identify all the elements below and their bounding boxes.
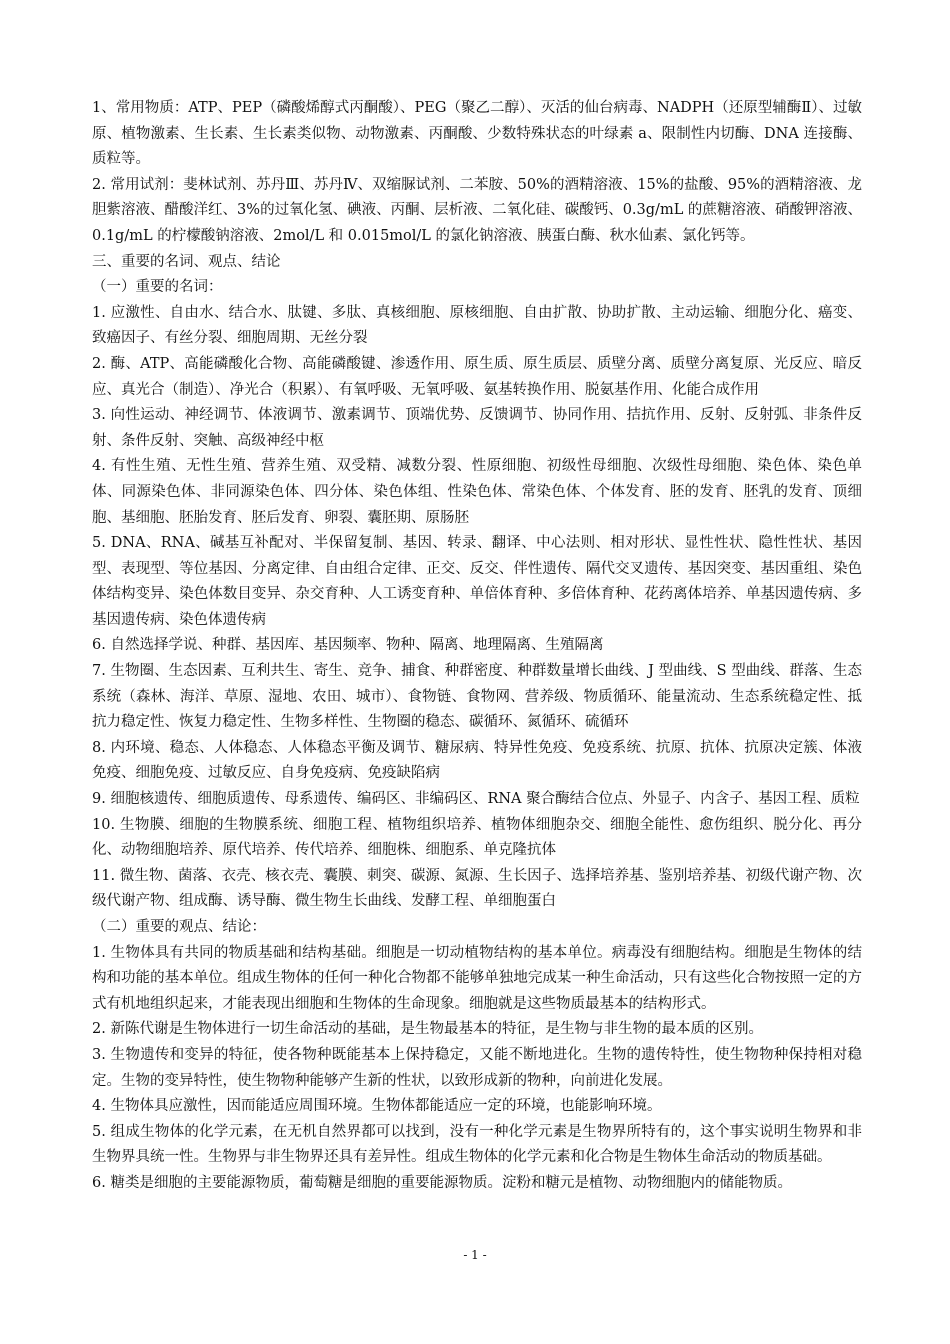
page-number: - 1 - xyxy=(463,1248,487,1262)
terms-item-1: 1. 应激性、自由水、结合水、肽键、多肽、真核细胞、原核细胞、自由扩散、协助扩散、主动运输、细胞分化、癌变、致癌因子、有丝分裂、细胞周期、无丝分裂 xyxy=(92,304,862,347)
terms-item-3: 3. 向性运动、神经调节、体液调节、激素调节、顶端优势、反馈调节、协同作用、拮抗作用、反射、反射弧、非条件反射、条件反射、突触、高级神经中枢 xyxy=(92,407,862,449)
subsection-heading-terms: （一）重要的名词： xyxy=(92,279,223,296)
paragraph-common-reagents: 2. 常用试剂：斐林试剂、苏丹Ⅲ、苏丹Ⅳ、双缩脲试剂、二苯胺、50%的酒精溶液、15%的盐酸、95%的酒精溶液、龙胆紫溶液、醋酸洋红、3%的过氧化氢、碘液、丙酮、层析液、二氧化硅、碳酸钙、0.3g/mL 的蔗糖溶液、硝酸钾溶液、0.1g/mL 的柠檬酸钠溶液、2mol/L 和 0.015mol/L 的氯化钠溶液、胰蛋白酶、秋水仙素、氯化钙等。 xyxy=(92,176,862,244)
terms-item-9: 9. 细胞核遗传、细胞质遗传、母系遗传、编码区、非编码区、RNA 聚合酶结合位点、外显子、内含子、基因工程、质粒 xyxy=(92,791,860,808)
conclusion-item-1: 1. 生物体具有共同的物质基础和结构基础。细胞是一切动植物结构的基本单位。病毒没有细胞结构。细胞是生物体的结构和功能的基本单位。组成生物体的任何一种化合物都不能够单独地完成某一种生命活动，只有这些化合物按照一定的方式有机地组织起来，才能表现出细胞和生物体的生命现象。细胞就是这些物质最基本的结构形式。 xyxy=(92,944,862,1012)
terms-item-10: 10. 生物膜、细胞的生物膜系统、细胞工程、植物组织培养、植物体细胞杂交、细胞全能性、愈伤组织、脱分化、再分化、动物细胞培养、原代培养、传代培养、细胞株、细胞系、单克隆抗体 xyxy=(92,816,862,859)
paragraph-common-substances: 1、常用物质：ATP、PEP（磷酸烯醇式丙酮酸）、PEG（聚乙二醇）、灭活的仙台病毒、NADPH（还原型辅酶Ⅱ）、过敏原、植物激素、生长素、生长素类似物、动物激素、丙酮酸、少数特殊状态的叶绿素 a、限制性内切酶、DNA 连接酶、质粒等。 xyxy=(92,100,862,168)
conclusion-item-4: 4. 生物体具应激性，因而能适应周围环境。生物体都能适应一定的环境，也能影响环境。 xyxy=(92,1098,662,1115)
subsection-heading-conclusions: （二）重要的观点、结论： xyxy=(92,919,266,935)
terms-item-11: 11. 微生物、菌落、衣壳、核衣壳、囊膜、刺突、碳源、氮源、生长因子、选择培养基、鉴别培养基、初级代谢产物、次级代谢产物、组成酶、诱导酶、微生物生长曲线、发酵工程、单细胞蛋白 xyxy=(92,867,862,910)
terms-item-2: 2. 酶、ATP、高能磷酸化合物、高能磷酸键、渗透作用、原生质、原生质层、质壁分离、质壁分离复原、光反应、暗反应、真光合（制造）、净光合（积累）、有氧呼吸、无氧呼吸、氨基转换作用、脱氨基作用、化能合成作用 xyxy=(92,355,862,398)
terms-item-7: 7. 生物圈、生态因素、互利共生、寄生、竞争、捕食、种群密度、种群数量增长曲线、J 型曲线、S 型曲线、群落、生态系统（森林、海洋、草原、湿地、农田、城市）、食物链、食物网、营养级、物质循环、能量流动、生态系统稳定性、抵抗力稳定性、恢复力稳定性、生物多样性、生物圈的稳态、碳循环、氮循环、硫循环 xyxy=(92,663,862,731)
terms-item-8: 8. 内环境、稳态、人体稳态、人体稳态平衡及调节、糖尿病、特异性免疫、免疫系统、抗原、抗体、抗原决定簇、体液免疫、细胞免疫、过敏反应、自身免疫病、免疫缺陷病 xyxy=(92,739,862,782)
terms-item-4: 4. 有性生殖、无性生殖、营养生殖、双受精、减数分裂、性原细胞、初级性母细胞、次级性母细胞、染色体、染色单体、同源染色体、非同源染色体、四分体、染色体组、性染色体、常染色体、个体发育、胚的发育、胚乳的发育、顶细胞、基细胞、胚胎发育、胚后发育、卵裂、囊胚期、原肠胚 xyxy=(92,458,862,526)
section-heading-3: 三、重要的名词、观点、结论 xyxy=(92,253,281,270)
terms-item-6: 6. 自然选择学说、种群、基因库、基因频率、物种、隔离、地理隔离、生殖隔离 xyxy=(92,637,604,654)
conclusion-item-3: 3. 生物遗传和变异的特征，使各物种既能基本上保持稳定，又能不断地进化。生物的遗传特性，使生物物种保持相对稳定。生物的变异特性，使生物物种能够产生新的性状，以致形成新的物种，向前进化发展。 xyxy=(92,1046,862,1089)
conclusion-item-5: 5. 组成生物体的化学元素，在无机自然界都可以找到，没有一种化学元素是生物界所特有的，这个事实说明生物界和非生物界具统一性。生物界与非生物界还具有差异性。组成生物体的化学元素和化合物是生物体生命活动的物质基础。 xyxy=(92,1123,862,1166)
conclusion-item-2: 2. 新陈代谢是生物体进行一切生命活动的基础，是生物最基本的特征，是生物与非生物的最本质的区别。 xyxy=(92,1021,763,1038)
terms-item-5: 5. DNA、RNA、碱基互补配对、半保留复制、基因、转录、翻译、中心法则、相对形状、显性性状、隐性性状、基因型、表现型、等位基因、分离定律、自由组合定律、正交、反交、伴性遗传、隔代交叉遗传、基因突变、基因重组、染色体结构变异、染色体数目变异、杂交育种、人工诱变育种、单倍体育种、多倍体育种、花药离体培养、单基因遗传病、多基因遗传病、染色体遗传病 xyxy=(92,535,862,628)
conclusion-item-6: 6. 糖类是细胞的主要能源物质，葡萄糖是细胞的重要能源物质。淀粉和糖元是植物、动物细胞内的储能物质。 xyxy=(92,1174,792,1191)
